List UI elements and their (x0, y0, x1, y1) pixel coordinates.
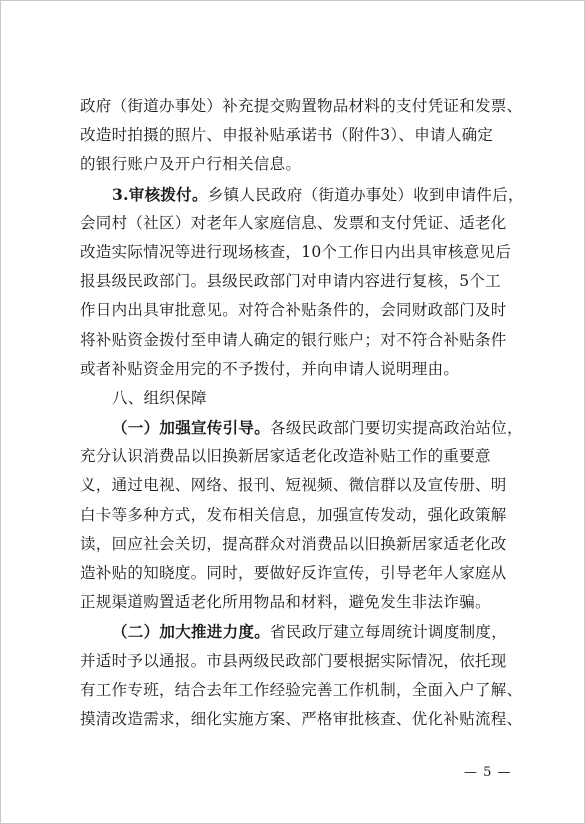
body-text: 正规渠道购置适老化所用物品和材料，避免发生非法诈骗。 (80, 593, 491, 612)
document-body (80, 92, 524, 734)
body-text: 将补贴资金拨付至申请人确定的银行账户；对不符合补贴条件 (80, 330, 507, 349)
body-text: 乡镇人民政府（街道办事处）收到申请件后， (207, 185, 524, 204)
text-line (80, 588, 507, 617)
text-line (80, 676, 523, 705)
body-text: 报县级民政部门。县级民政部门对申请内容进行复核，5个工 (80, 272, 501, 291)
text-line (80, 92, 523, 121)
body-text: 作日内出具审批意见。对符合补贴条件的，会同财政部门及时 (80, 301, 507, 320)
body-text: 造补贴的知晓度。同时，要做好反诈宣传，引导老年人家庭从 (80, 564, 507, 582)
body-text: 摸清改造需求，细化实施方案、严格审批核查、优化补贴流程、 (80, 709, 523, 728)
bold-heading-text: 3.审核拨付。 (112, 184, 208, 204)
body-text: 政府（街道办事处）补充提交购置物品材料的支付凭证和发票、 (80, 97, 523, 115)
text-line (80, 150, 507, 179)
body-text: 省民政厅建立每周统计调度制度， (270, 623, 508, 642)
body-text: 改造实际情况等进行现场核查，10个工作日内出具审核意见后 (80, 242, 512, 261)
body-text: 的银行账户及开户行相关信息。 (80, 155, 302, 174)
bold-heading-text: （一）加强宣传引导。 (112, 418, 271, 438)
bold-heading-text: （二）加大推进力度。 (112, 622, 271, 642)
body-text: 读，回应社会关切，提高群众对消费品以旧换新居家适老化改 (80, 534, 507, 553)
text-line (80, 617, 507, 646)
body-text: 并适时予以通报。市县两级民政部门要根据实际情况，依托现 (80, 651, 507, 670)
text-line (80, 121, 507, 150)
body-text: 义，通过电视、网络、报刊、短视频、微信群以及宣传册、明 (80, 476, 507, 495)
body-text: 改造时拍摄的照片、申报补贴承诺书（附件3）、申请人确定 (80, 126, 494, 145)
text-line (80, 326, 507, 355)
body-text: 会同村（社区）对老年人家庭信息、发票和支付凭证、适老化 (80, 213, 507, 232)
body-text: 或者补贴资金用完的不予拨付，并向申请人说明理由。 (80, 359, 460, 378)
body-text: 白卡等多种方式，发布相关信息，加强宣传发动，强化政策解 (80, 505, 507, 524)
text-line (80, 413, 523, 442)
text-line (80, 647, 507, 676)
body-text: 充分认识消费品以旧换新居家适老化改造补贴工作的重要意 (80, 447, 491, 466)
text-line (80, 296, 507, 325)
text-line (80, 238, 512, 267)
body-text: 八、组织保障 (112, 388, 207, 407)
text-line (80, 209, 507, 238)
text-line (80, 384, 507, 413)
text-line (80, 705, 523, 734)
body-text: 有工作专班，结合去年工作经验完善工作机制，全面入户了解、 (80, 680, 523, 699)
text-line (80, 442, 507, 471)
body-text: 各级民政部门要切实提高政治站位， (270, 419, 523, 438)
text-line (80, 471, 507, 500)
text-line (80, 559, 507, 588)
page-number: — 5 — (464, 765, 512, 780)
text-line (80, 501, 507, 530)
text-line (80, 267, 507, 296)
text-line (80, 530, 507, 559)
text-line (80, 355, 507, 384)
text-line (80, 180, 524, 209)
